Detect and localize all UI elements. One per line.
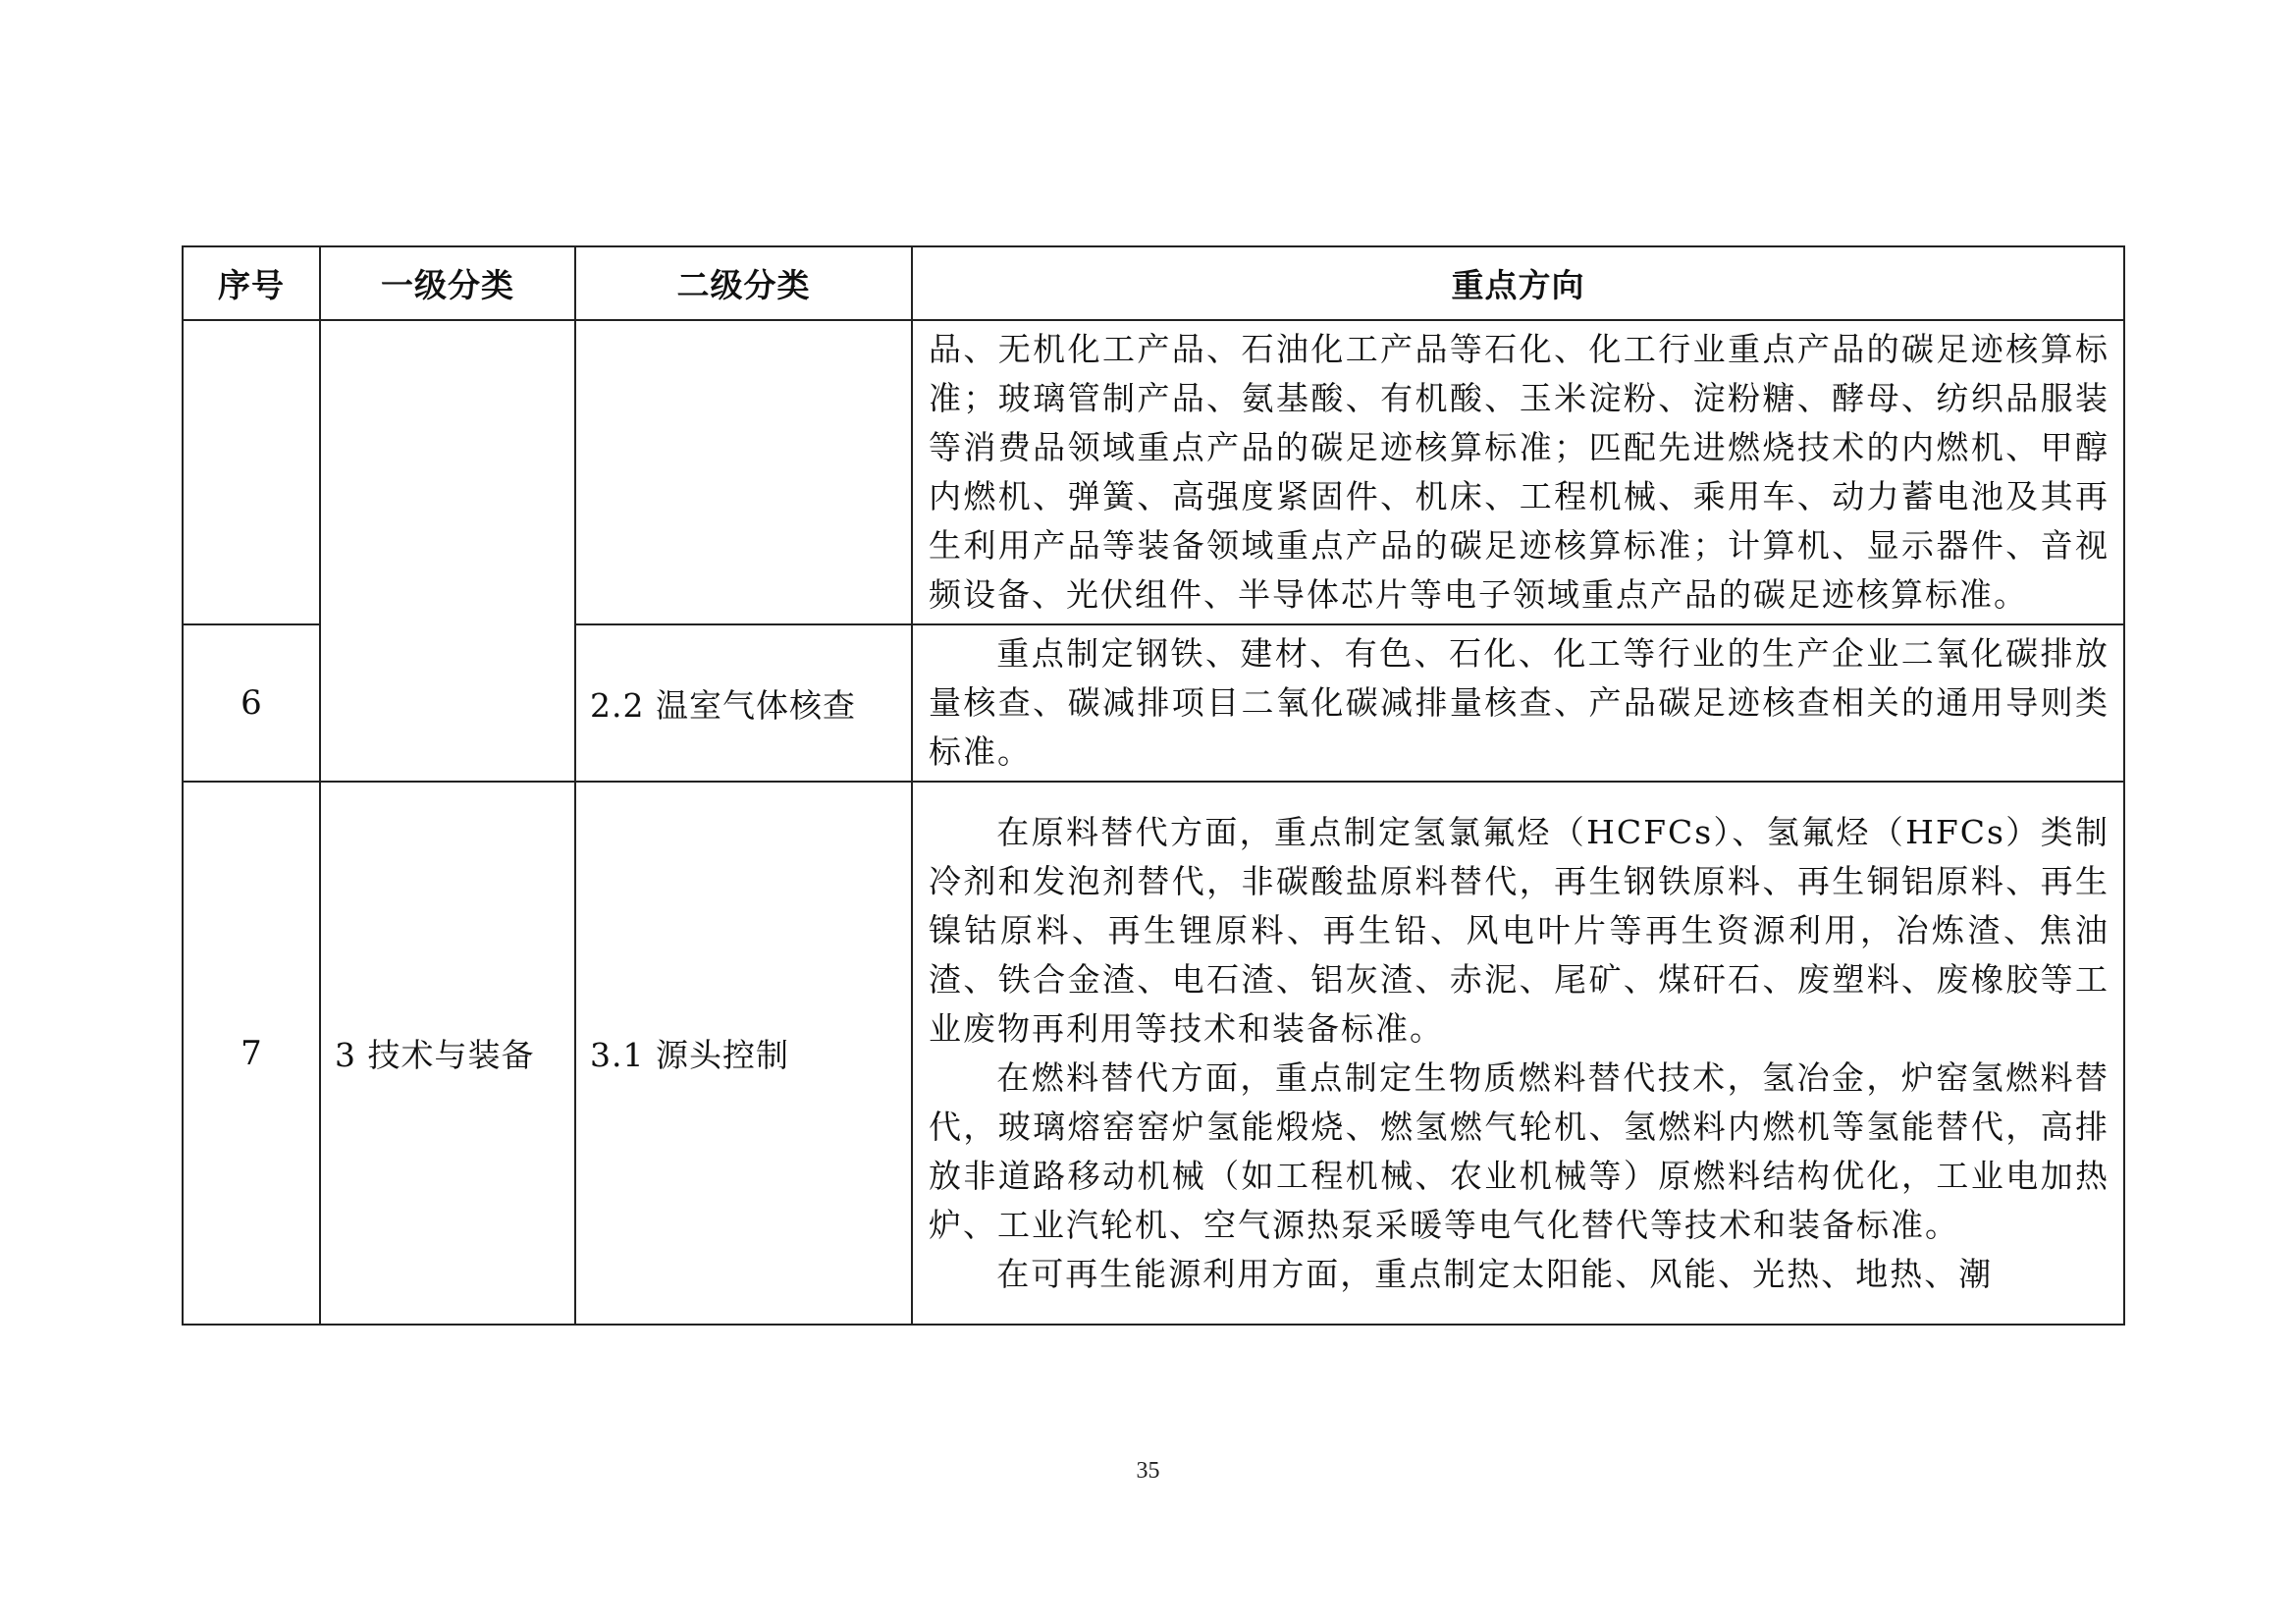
table-row: [183, 320, 2124, 624]
focus-paragraph: 在原料替代方面，重点制定氢氯氟烃（HCFCs）、氢氟烃（HFCs）类制冷剂和发泡剂替代，非碳酸盐原料替代，再生钢铁原料、再生铜铝原料、再生镍钴原料、再生锂原料、再生铅、风电叶片等再生资源利用，冶炼渣、焦油渣、铁合金渣、电石渣、铝灰渣、赤泥、尾矿、煤矸石、废塑料、废橡胶等工业废物再利用等技术和装备标准。: [929, 812, 2109, 1048]
focus-paragraph: 在燃料替代方面，重点制定生物质燃料替代技术，氢冶金，炉窑氢燃料替代，玻璃熔窑窑炉氢能煅烧、燃氢燃气轮机、氢燃料内燃机等氢能替代，高排放非道路移动机械（如工程机械、农业机械等）原燃料结构优化，工业电加热炉、工业汽轮机、空气源热泵采暖等电气化替代等技术和装备标准。: [929, 1057, 2109, 1244]
cell-seq: [183, 320, 320, 624]
page-number: 35: [1136, 1458, 1160, 1484]
focus-paragraph: 重点制定钢铁、建材、有色、石化、化工等行业的生产企业二氧化碳排放量核查、碳减排项目二氧化碳减排量核查、产品碳足迹核查相关的通用导则类标准。: [929, 634, 2109, 771]
cell-seq: 7: [183, 782, 320, 1325]
focus-paragraph: 在可再生能源利用方面，重点制定太阳能、风能、光热、地热、潮: [996, 1254, 1994, 1293]
header-seq: 序号: [183, 246, 320, 320]
cell-level2: [575, 320, 912, 624]
cell-focus: [912, 624, 2124, 782]
cell-level2: 2.2 温室气体核查: [575, 624, 912, 782]
cell-seq: 6: [183, 624, 320, 782]
header-level1: 一级分类: [320, 246, 575, 320]
focus-paragraph: 品、无机化工产品、石油化工产品等石化、化工行业重点产品的碳足迹核算标准；玻璃管制产品、氨基酸、有机酸、玉米淀粉、淀粉糖、酵母、纺织品服装等消费品领域重点产品的碳足迹核算标准；匹配先进燃烧技术的内燃机、甲醇内燃机、弹簧、高强度紧固件、机床、工程机械、乘用车、动力蓄电池及其再生利用产品等装备领域重点产品的碳足迹核算标准；计算机、显示器件、音视频设备、光伏组件、半导体芯片等电子领域重点产品的碳足迹核算标准。: [929, 330, 2109, 614]
cell-level2: 3.1 源头控制: [575, 782, 912, 1325]
table-header-row: [183, 246, 2124, 320]
cell-focus: [912, 320, 2124, 624]
standards-table: [182, 245, 2125, 1326]
table-row: [183, 782, 2124, 1325]
cell-level1: [320, 320, 575, 782]
cell-focus: [912, 782, 2124, 1325]
header-focus: 重点方向: [912, 246, 2124, 320]
header-level2: 二级分类: [575, 246, 912, 320]
cell-level1: 3 技术与装备: [320, 782, 575, 1325]
